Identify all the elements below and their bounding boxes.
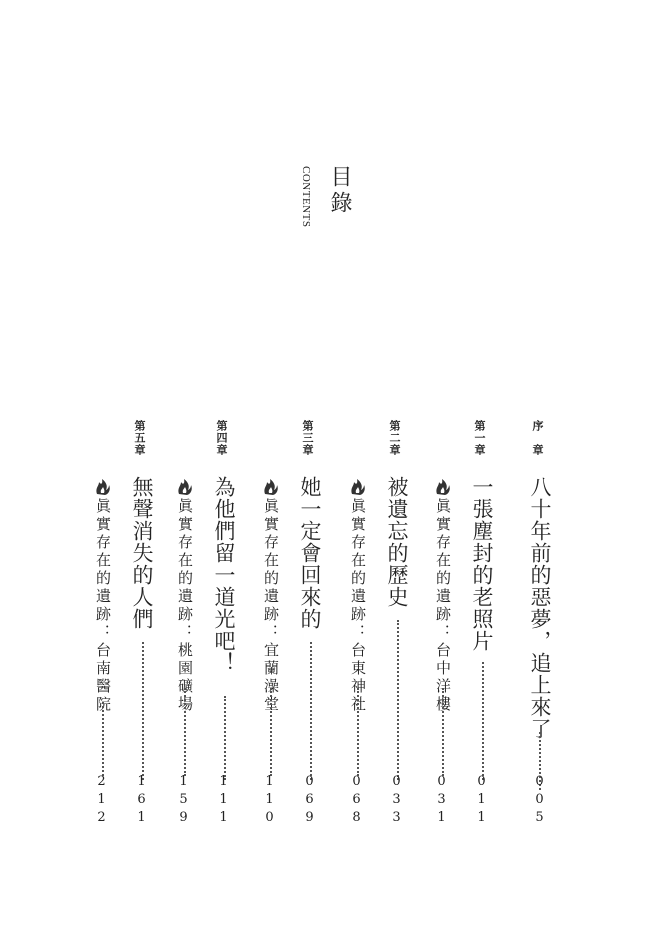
page-number: 005: [532, 774, 547, 828]
toc-entry-chapter-4[interactable]: [172, 420, 242, 828]
leader-dots: [224, 696, 226, 780]
sub-entry-text: 眞實存在的遺跡：台南醫院: [94, 498, 112, 714]
toc-entry-chapter-1[interactable]: [430, 420, 500, 828]
page-number: 033: [389, 774, 404, 828]
sub-page-number: 031: [434, 774, 449, 828]
chapter-title: 她一定會回來的: [298, 476, 322, 630]
chapter-title: 無聲消失的人們: [130, 476, 154, 630]
sub-leader-dots: [357, 688, 359, 776]
sub-page-number: 110: [262, 774, 277, 828]
chapter-label: 第五章: [133, 420, 146, 456]
chapter-title: 一張塵封的老照片: [470, 476, 494, 652]
chapter-title: 八十年前的惡夢，追上來了: [528, 476, 552, 740]
sub-entry-text: 眞實存在的遺跡：宜蘭澡堂: [262, 498, 280, 714]
toc-subtitle: CONTENTS: [300, 166, 312, 228]
page-number: 011: [474, 774, 489, 828]
toc-entry-prologue[interactable]: [520, 420, 560, 828]
toc-entry-chapter-2[interactable]: [345, 420, 415, 828]
sub-entry-text: 眞實存在的遺跡：桃園礦場: [176, 498, 194, 714]
sub-page-number: 159: [176, 774, 191, 828]
toc-title: 目錄: [327, 165, 352, 217]
sub-leader-dots: [184, 688, 186, 776]
leader-dots: [397, 620, 399, 780]
leader-dots: [142, 642, 144, 780]
sub-page-number: 068: [349, 774, 364, 828]
flame-swirl-icon: [348, 476, 368, 496]
toc-entry-chapter-5[interactable]: [90, 420, 160, 828]
page-number: 069: [302, 774, 317, 828]
leader-dots: [310, 642, 312, 780]
chapter-label: 第二章: [388, 420, 401, 456]
flame-swirl-icon: [175, 476, 195, 496]
chapter-title: 被遺忘的歷史: [385, 476, 409, 608]
flame-swirl-icon: [93, 476, 113, 496]
sub-leader-dots: [442, 688, 444, 776]
page-number: 161: [134, 774, 149, 828]
flame-swirl-icon: [433, 476, 453, 496]
chapter-label: 第三章: [301, 420, 314, 456]
toc-entry-chapter-3[interactable]: [258, 420, 328, 828]
chapter-label: 第一章: [473, 420, 486, 456]
chapter-label: 第四章: [215, 420, 228, 456]
chapter-label: 序 章: [531, 420, 544, 456]
sub-entry-text: 眞實存在的遺跡：台東神社: [349, 498, 367, 714]
sub-entry-text: 眞實存在的遺跡：台中洋樓: [434, 498, 452, 714]
page-number: 111: [216, 774, 231, 828]
sub-page-number: 212: [94, 774, 109, 828]
flame-swirl-icon: [261, 476, 281, 496]
chapter-title: 為他們留一道光吧！: [212, 476, 236, 674]
sub-leader-dots: [102, 702, 104, 776]
sub-leader-dots: [270, 688, 272, 776]
leader-dots: [482, 662, 484, 780]
